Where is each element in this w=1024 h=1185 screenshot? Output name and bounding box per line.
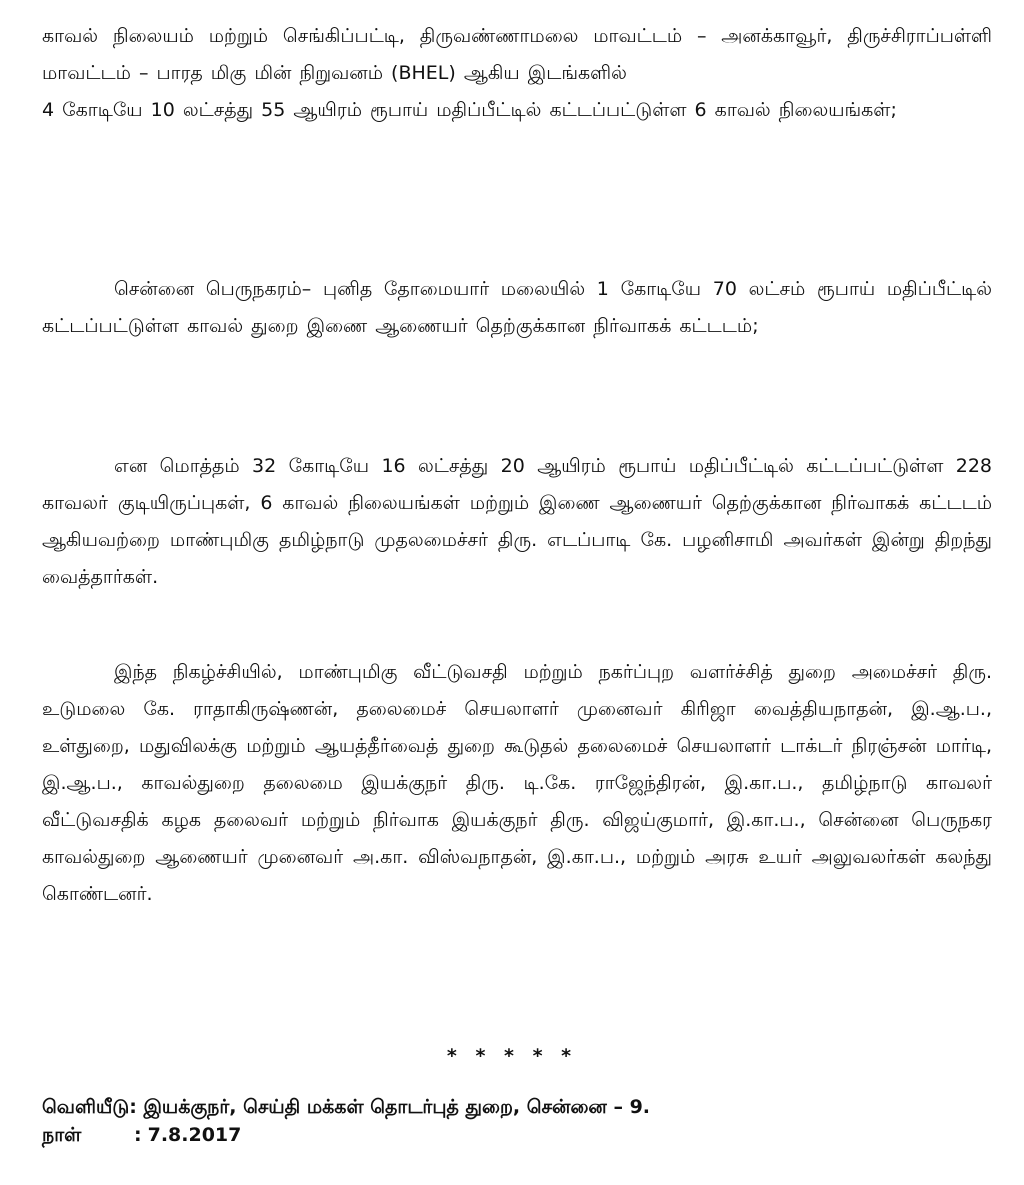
release-info: வெளியீடு: இயக்குநர், செய்தி மக்கள் தொடர்புத் துறை, சென்னை – 9. xyxy=(42,1096,651,1118)
date-label: நாள் xyxy=(42,1124,82,1146)
date-colon: : xyxy=(134,1124,142,1146)
paragraph-total-summary: என மொத்தம் 32 கோடியே 16 லட்சத்து 20 ஆயிரம் ரூபாய் மதிப்பீட்டில் கட்டப்பட்டுள்ள 228 காவலர் குடியிருப்புகள், 6 காவல் நிலையங்கள் மற்றும் இணை ஆணையர் தெற்குக்கான நிர்வாகக் கட்டடம் ஆகியவற்றை மாண்புமிகு தமிழ்நாடு முதலமைச்சர் திரு. எடப்பாடி கே. பழனிசாமி அவர்கள் இன்று திறந்து வைத்தார்கள். xyxy=(42,455,992,588)
paragraph-line: காவல் நிலையம் மற்றும் செங்கிப்பட்டி, திருவண்ணாமலை மாவட்டம் – அனக்காவூர், திருச்சிராப்பள்ளி மாவட்டம் – பாரத மிகு மின் நிறுவனம் (BHEL) ஆகிய இடங்களில் xyxy=(42,25,992,84)
paragraph-admin-building: சென்னை பெருநகரம்– புனித தோமையார் மலையில் 1 கோடியே 70 லட்சம் ரூபாய் மதிப்பீட்டில் கட்டப்பட்டுள்ள காவல் துறை இணை ஆணையர் தெற்குக்கான நிர்வாகக் கட்டடம்; xyxy=(42,278,992,337)
release-date xyxy=(42,1124,241,1149)
section-separator: * * * * * xyxy=(446,1045,578,1067)
paragraph-police-stations xyxy=(42,18,992,129)
date-value: 7.8.2017 xyxy=(147,1124,242,1146)
paragraph-attendees: இந்த நிகழ்ச்சியில், மாண்புமிகு வீட்டுவசதி மற்றும் நகர்ப்புற வளர்ச்சித் துறை அமைச்சர் திரு. உடுமலை கே. ராதாகிருஷ்ணன், தலைமைச் செயலாளர் முனைவர் கிரிஜா வைத்தியநாதன், இ.ஆ.ப., உள்துறை, மதுவிலக்கு மற்றும் ஆயத்தீர்வைத் துறை கூடுதல் தலைமைச் செயலாளர் டாக்டர் நிரஞ்சன் மார்டி, இ.ஆ.ப., காவல்துறை தலைமை இயக்குநர் திரு. டி.கே. ராஜேந்திரன், இ.கா.ப., தமிழ்நாடு காவலர் வீட்டுவசதிக் கழக தலைவர் மற்றும் நிர்வாக இயக்குநர் திரு. விஜய்குமார், இ.கா.ப., சென்னை பெருநகர காவல்துறை ஆணையர் முனைவர் அ.கா. விஸ்வநாதன், இ.கா.ப., மற்றும் அரசு உயர் அலுவலர்கள் கலந்து கொண்டனர். xyxy=(42,661,992,905)
paragraph-line: 4 கோடியே 10 லட்சத்து 55 ஆயிரம் ரூபாய் மதிப்பீட்டில் கட்டப்பட்டுள்ள 6 காவல் நிலையங்கள்; xyxy=(42,99,897,121)
